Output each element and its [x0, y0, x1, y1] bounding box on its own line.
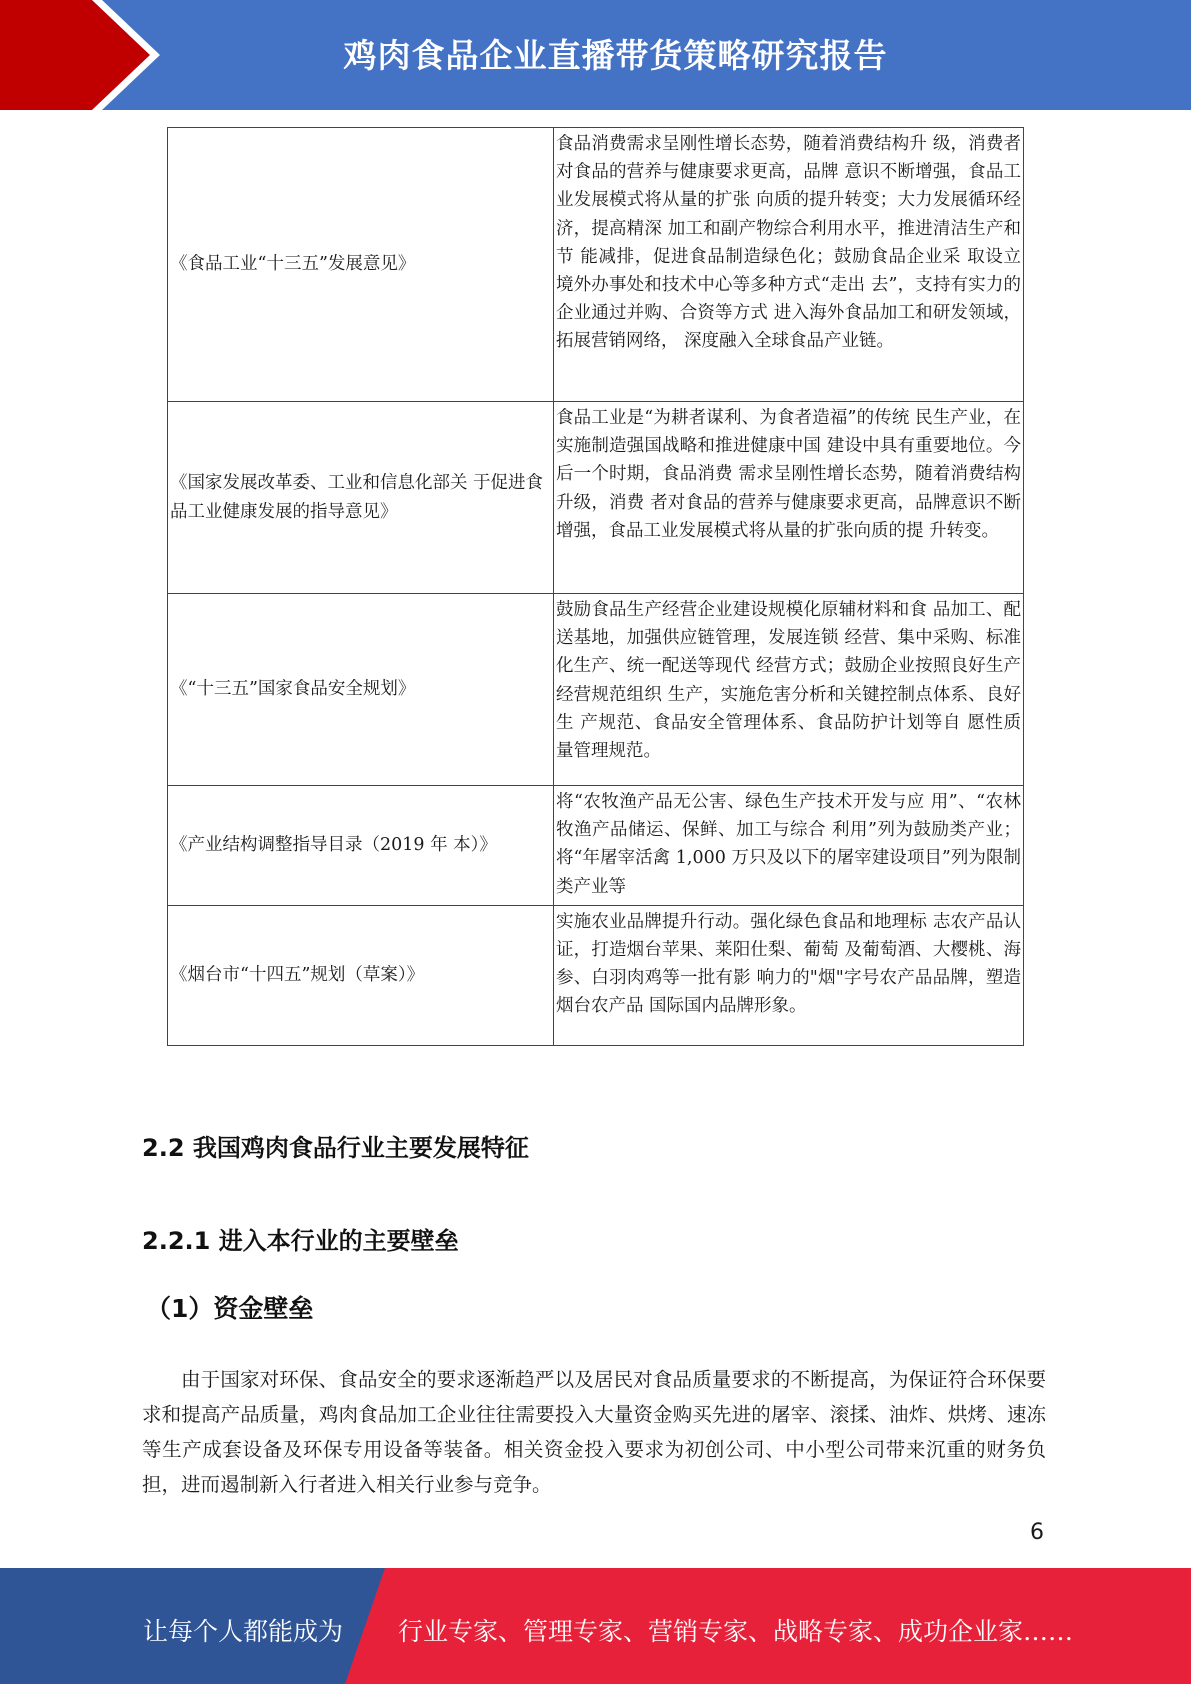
- policy-name: 《食品工业“十三五”发展意见》: [168, 128, 554, 402]
- page-footer: [0, 1568, 1191, 1684]
- subsection-heading: 2.2.1 进入本行业的主要壁垒: [142, 1227, 459, 1255]
- footer-slogan-right: 行业专家、管理专家、营销专家、战略专家、成功企业家……: [398, 1617, 1074, 1646]
- policy-name: 《国家发展改革委、工业和信息化部关 于促进食品工业健康发展的指导意见》: [168, 402, 554, 594]
- table-row: [168, 128, 1024, 402]
- policy-description: 将“农牧渔产品无公害、绿色生产技术开发与应 用”、“农林牧渔产品储运、保鲜、加工与综合 利用”列为鼓励类产业；将“年屠宰活禽 1,000 万只及以下的屠宰建设项目”列为限制类产业等: [554, 786, 1024, 906]
- policy-name: 《产业结构调整指导目录（2019 年 本）》: [168, 786, 554, 906]
- policy-description: 鼓励食品生产经营企业建设规模化原辅材料和食 品加工、配送基地，加强供应链管理，发展连锁 经营、集中采购、标准化生产、统一配送等现代 经营方式；鼓励企业按照良好生产经营规范组织 生产，实施危害分析和关键控制点体系、良好生 产规范、食品安全管理体系、食品防护计划等自 愿性质量管理规范。: [554, 594, 1024, 786]
- table-row: [168, 402, 1024, 594]
- policy-description: 食品消费需求呈刚性增长态势，随着消费结构升 级，消费者对食品的营养与健康要求更高，品牌 意识不断增强，食品工业发展模式将从量的扩张 向质的提升转变；大力发展循环经济，提高精深 加工和副产物综合利用水平，推进清洁生产和节 能减排，促进食品制造绿色化；鼓励食品企业采 取设立境外办事处和技术中心等多种方式“走出 去”，支持有实力的企业通过并购、合资等方式 进入海外食品加工和研发领域，拓展营销网络， 深度融入全球食品产业链。: [554, 128, 1024, 402]
- footer-slogan-left: 让每个人都能成为: [143, 1617, 344, 1646]
- policy-name: 《“十三五”国家食品安全规划》: [168, 594, 554, 786]
- report-title: 鸡肉食品企业直播带货策略研究报告: [343, 36, 888, 75]
- page-header: [0, 0, 1191, 110]
- table-row: [168, 905, 1024, 1045]
- policy-description: 食品工业是“为耕者谋利、为食者造福”的传统 民生产业，在实施制造强国战略和推进健康中国 建设中具有重要地位。今后一个时期，食品消费 需求呈刚性增长态势，随着消费结构升级，消费 者对食品的营养与健康要求更高，品牌意识不断 增强，食品工业发展模式将从量的扩张向质的提 升转变。: [554, 402, 1024, 594]
- section-heading: 2.2 我国鸡肉食品行业主要发展特征: [142, 1134, 529, 1162]
- body-paragraph: 由于国家对环保、食品安全的要求逐渐趋严以及居民对食品质量要求的不断提高，为保证符合环保要求和提高产品质量，鸡肉食品加工企业往往需要投入大量资金购买先进的屠宰、滚揉、油炸、烘烤、速冻等生产成套设备及环保专用设备等装备。相关资金投入要求为初创公司、中小型公司带来沉重的财务负担，进而遏制新入行者进入相关行业参与竞争。: [142, 1368, 1046, 1496]
- table-row: [168, 594, 1024, 786]
- item-heading: （1）资金壁垒: [146, 1294, 314, 1323]
- table-row: [168, 786, 1024, 906]
- policy-table: [167, 127, 1024, 1046]
- policy-name: 《烟台市“十四五”规划（草案）》: [168, 905, 554, 1045]
- page-number: 6: [1030, 1520, 1044, 1545]
- policy-description: 实施农业品牌提升行动。强化绿色食品和地理标 志农产品认证，打造烟台苹果、莱阳仕梨、葡萄 及葡萄酒、大樱桃、海参、白羽肉鸡等一批有影 响力的"烟"字号农产品品牌，塑造烟台农产品 国际国内品牌形象。: [554, 905, 1024, 1045]
